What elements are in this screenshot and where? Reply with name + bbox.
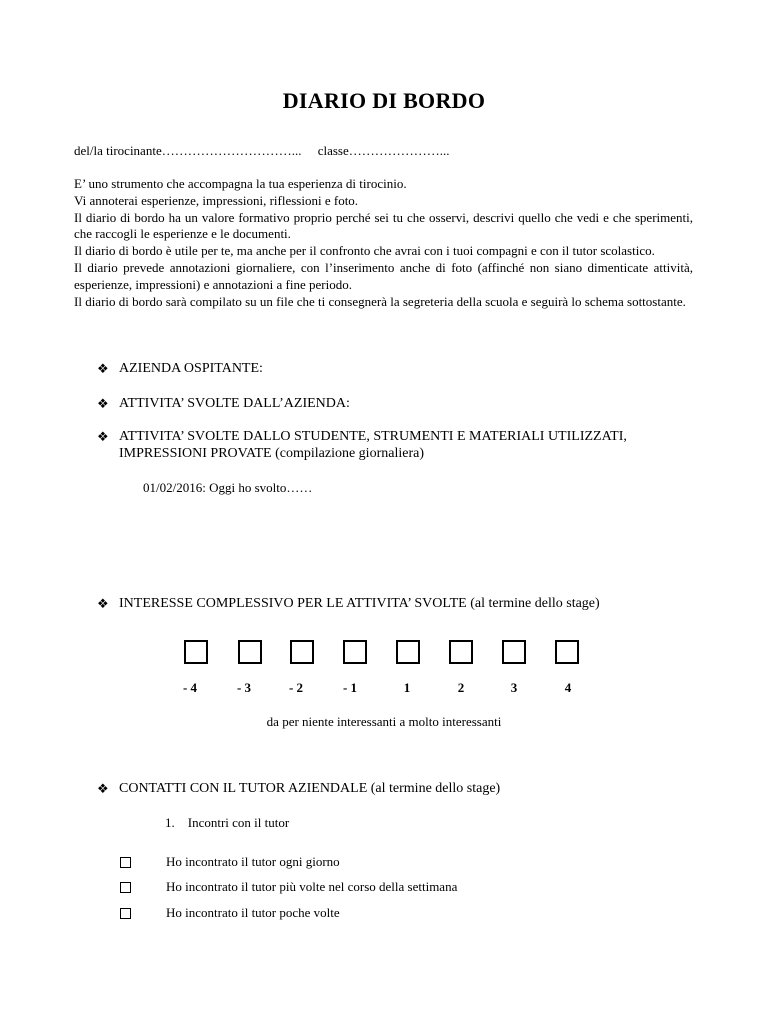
diamond-bullet-icon: ❖ (97, 781, 109, 796)
document-title: DIARIO DI BORDO (282, 88, 486, 113)
scale-checkbox[interactable] (290, 640, 314, 664)
scale-label: - 4 (182, 680, 198, 695)
scale-label: - 3 (236, 680, 252, 695)
section-azienda (97, 360, 697, 377)
scale-label: 3 (510, 680, 518, 695)
numbered-item: 1. Incontri con il tutor (165, 815, 290, 830)
scale-label: 2 (457, 680, 465, 695)
scale-label: - 1 (342, 680, 358, 695)
option-checkbox[interactable] (120, 882, 131, 893)
scale-caption: da per niente interessanti a molto interessanti (266, 714, 502, 729)
diamond-bullet-icon: ❖ (97, 361, 109, 376)
diamond-bullet-icon: ❖ (97, 596, 109, 611)
intro-paragraph: Vi annoterai esperienze, impressioni, riflessioni e foto. (74, 192, 359, 208)
intro-paragraph: Il diario di bordo ha un valore formativo proprio perché sei tu che osservi, descrivi quello che vedi e che sperimenti, che raccogli le esperienze e le documenti. (74, 209, 693, 242)
scale-checkbox[interactable] (184, 640, 208, 664)
intro-paragraph: Il diario prevede annotazioni giornaliere, con l’inserimento anche di foto (affinché non siano dimenticate attività, esperienze, impressioni) e annotazioni a fine periodo. (74, 259, 693, 292)
classe-dots: …………………... (348, 143, 450, 158)
diary-entry-example: 01/02/2016: Oggi ho svolto…… (143, 480, 313, 495)
section-azienda-label: AZIENDA OSPITANTE: (119, 361, 263, 376)
section-attivita-studente (97, 428, 697, 462)
scale-checkbox[interactable] (449, 640, 473, 664)
scale-checkbox[interactable] (238, 640, 262, 664)
option-checkbox[interactable] (120, 857, 131, 868)
diamond-bullet-icon: ❖ (97, 429, 109, 444)
option-label: Ho incontrato il tutor ogni giorno (166, 854, 340, 869)
section-interesse-label: INTERESSE COMPLESSIVO PER LE ATTIVITA’ SVOLTE (al termine dello stage) (119, 596, 600, 611)
scale-checkbox[interactable] (502, 640, 526, 664)
intro-paragraph: Il diario di bordo sarà compilato su un file che ti consegnerà la segreteria della scuola e seguirà lo schema sottostante. (74, 293, 686, 309)
scale-checkbox[interactable] (343, 640, 367, 664)
section-contatti (97, 780, 697, 797)
option-row (120, 879, 457, 895)
intro-paragraph: Il diario di bordo è utile per te, ma anche per il confronto che avrai con i tuoi compagni e con il tutor scolastico. (74, 243, 655, 259)
option-row (120, 854, 340, 870)
interest-scale (184, 640, 584, 666)
option-row (120, 905, 340, 921)
classe-label: classe (317, 143, 349, 158)
tirocinante-label: del/la tirocinante (74, 143, 162, 158)
section-attivita-azienda-label: ATTIVITA’ SVOLTE DALL’AZIENDA: (119, 396, 350, 411)
section-interesse (97, 595, 697, 612)
scale-label: 1 (403, 680, 411, 695)
section-attivita-studente-label: ATTIVITA’ SVOLTE DALLO STUDENTE, STRUMENTI E MATERIALI UTILIZZATI, IMPRESSIONI PROVATE (compilazione giornaliera) (119, 429, 627, 461)
option-label: Ho incontrato il tutor più volte nel corso della settimana (166, 879, 458, 894)
scale-label: - 2 (288, 680, 304, 695)
option-checkbox[interactable] (120, 908, 131, 919)
scale-checkbox[interactable] (396, 640, 420, 664)
scale-label: 4 (564, 680, 572, 695)
tirocinante-dots: …………………………... (161, 143, 302, 158)
section-contatti-label: CONTATTI CON IL TUTOR AZIENDALE (al termine dello stage) (119, 781, 501, 796)
intro-text (74, 176, 693, 310)
diamond-bullet-icon: ❖ (97, 396, 109, 411)
student-class-line (74, 143, 450, 159)
scale-checkbox[interactable] (555, 640, 579, 664)
intro-paragraph: E’ uno strumento che accompagna la tua esperienza di tirocinio. (74, 176, 407, 191)
section-attivita-azienda (97, 395, 697, 412)
option-label: Ho incontrato il tutor poche volte (166, 905, 340, 920)
